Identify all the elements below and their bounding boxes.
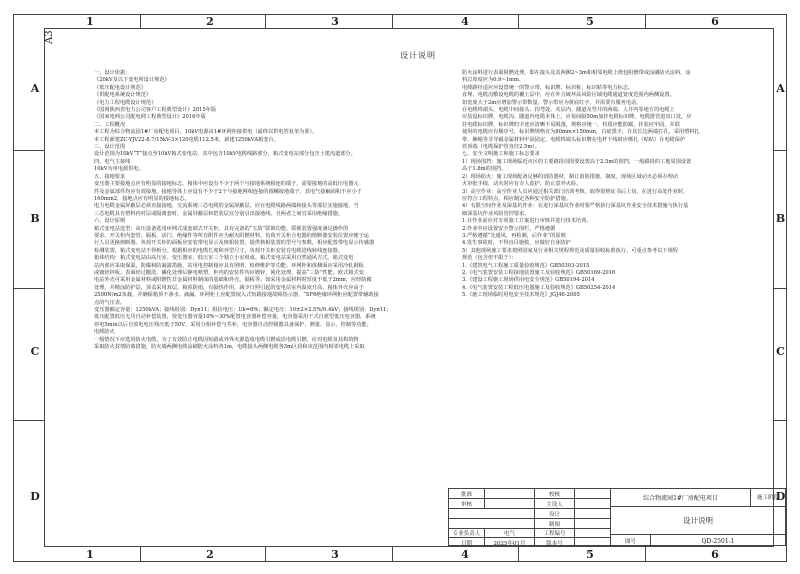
column-divider-bottom [392, 547, 393, 562]
note-line: 行人员更换熔断器。负荷开关柜的面板应安装带电显示及核相装置，提供核相装置的型号与参数，相应配置带电显示传感器 [94, 240, 375, 247]
note-line: 站内部应采取保温、防爆和防凝露措施。站用电控制箱应具有照明、检修维护等功能。环网柜和体侧面应采用冷轧钢板 [94, 262, 364, 269]
note-line: 1.在作业前应对专项施工方案进行审核并进行技术培训。 [462, 218, 592, 225]
note-line: 2.《电气装置安装工程接地装置施工及验收规范》GB50169-2016 [462, 269, 616, 276]
note-line: 处理，并精涂防护层，顶盖采用双层，箱顶防雨，有隔热作用，减少日照引起的变电站室内温度升高。箱体外壳应高于 [94, 284, 364, 291]
tb-approve-label: 批准 [449, 489, 485, 499]
note-line: 2）现场防火：施工现场配备足够的消防器材，制订消防措施，制度，现场区域动火必须办理动 [462, 173, 678, 180]
note-line: 规范（包含但不限于）： [462, 255, 517, 262]
row-label-right-c: C [776, 345, 785, 358]
note-line: 电力电缆金属屏蔽层必须直接接地，交流系统三芯电缆的金属屏蔽层，应在电缆线路两端和接头等部位实施接地。当 [94, 203, 359, 210]
note-line: 应符合工程特点，相应制定各种安全防护措施。 [462, 195, 571, 202]
row-label-right-d: D [775, 490, 786, 503]
column-divider-bottom [265, 547, 266, 562]
note-line: 1.《建筑电气工程施工质量验收规范》GB50303-2015 [462, 262, 590, 269]
design-notes-right-column [462, 70, 782, 300]
note-line: 2.作业中应设置安全警示围栏，严格遵循 [462, 225, 556, 232]
note-line: 设计范围为10kV“T”接点至10kV箱式变电站，其中包含10kV电缆线路部分，箱式变电站部分包含土建沟道部分。 [94, 151, 356, 158]
note-line: 《供配电系统设计规范》 [94, 92, 152, 99]
column-divider-top [265, 14, 266, 28]
note-line: 直埋、电缆沟敷设电缆的覆土层中，应在外力破坏高风险区域电缆通道宽度范围内两侧设置， [462, 92, 675, 99]
note-line: 4.发生事故时，不得盲目施救，应做好自身防护 [462, 240, 571, 247]
row-label-right-a: A [776, 82, 785, 95]
tb-date-value: 2025年01月 [485, 538, 535, 547]
tb-drawing-title: 设计说明 [611, 507, 785, 535]
tb-project-name: 综合物流园1#厂房配电项目 [611, 489, 751, 507]
note-line: 1）现场围挡：施工现场临近市区的主要路段周围要设置高于2.5m的围挡，一般路段的工地周围设置 [462, 158, 692, 165]
tb-discipline-lead-label: 专业负责人 [449, 529, 485, 538]
column-label-top-2: 2 [206, 15, 214, 28]
note-line: 如宽度大于2m应增加警示带数量。警示带应为黄底红字，并需要有服务电话。 [462, 99, 642, 106]
note-line: 要求。开关柜内套管、隔板、活门、绝缘件等所有附件应为耐火阻燃材料。负荷开关柜合电器的熔断器安装位置应便于运 [94, 232, 369, 239]
column-label-top-6: 6 [711, 15, 719, 28]
tb-design-value [575, 509, 611, 519]
note-line: 低压配置低压无功自动补偿装置，按变压器容量10%~30%配置电容器补偿容量，电容器采用干式自愈型低压电容器，系统 [94, 314, 376, 321]
note-line: 五、接地要求 [94, 173, 126, 180]
row-label-left-a: A [30, 82, 40, 95]
tb-design-label: 设计 [535, 509, 575, 519]
column-label-bottom-4: 4 [461, 548, 469, 561]
column-label-bottom-3: 3 [331, 548, 339, 561]
note-line: 电站外壳可采用金属材料或阻燃性非金属材料制成的基础和外壳，隔板等。如采用金属材料时厚度不低于2mm，应经防腐 [94, 277, 372, 284]
column-label-top-1: 1 [86, 15, 94, 28]
column-divider-bottom [645, 547, 646, 562]
note-line: 4）有限空间作业及深基坑作业：在进行深基坑作业时要严格执行深基坑作业安全技术措施与执行基 [462, 203, 689, 210]
tb-discipline-value: 电气 [485, 529, 535, 538]
note-line: 高于1.8m的围挡。 [462, 166, 507, 173]
row-label-left-c: C [30, 345, 40, 358]
note-line: 3.严格遵循“先通风，再检测，后作业”的原则 [462, 232, 566, 239]
note-line: 3）高空作业：高空作业人员应通过相关部门培训考核，取得资格证书后上岗，在进行高处作业时， [462, 188, 689, 195]
note-line: 挂电缆标识牌。标识牌的字迹应清晰不易脱落，规格应统一，材质应能防腐，挂装应牢固，并联 [462, 121, 680, 128]
note-line: 点的气压表。 [94, 299, 126, 306]
note-line: 《低压配电设计规范》 [94, 84, 146, 91]
tb-blank [449, 519, 535, 529]
tb-review-label: 审核 [449, 499, 485, 509]
note-line: 停电5min以后自放电电压残压低于50V，采用分相补偿与共补，电容器自动控制器具备保护、测量、显示、控制等功能。 [94, 321, 372, 328]
row-divider-left [13, 150, 44, 151]
tb-review-value [485, 499, 535, 509]
column-divider-bottom [518, 547, 519, 562]
note-line: 《20kV及以下变电所设计规范》 [94, 77, 170, 84]
tb-version-label: 版本号 [535, 538, 575, 547]
note-line: 160mm2，接地点应有明显的接地标志。 [94, 195, 190, 202]
note-line: 件及金属部件均应有效接地。接地导体上应设有不少于2个与接地网相连接的圆螺接地端子，其电气接触面积不应小于 [94, 188, 362, 195]
note-line: 六、设计原则 [94, 218, 126, 225]
note-line: 火审批手续，动火时应有专人监护，防止意外火险。 [462, 181, 582, 188]
sheet-size-label: A3 [44, 30, 55, 44]
column-label-top-4: 4 [461, 15, 469, 28]
tb-principal-value [575, 499, 611, 509]
row-label-right-b: B [775, 212, 786, 225]
note-line: 5.《施工现场临时用电安全技术规范》JGJ46-2005 [462, 292, 580, 299]
note-line: 二、工程概况 [94, 121, 126, 128]
note-line: 4.《电气装置安装工程低压电器施工及验收规范》GB50254-2014 [462, 284, 616, 291]
note-line: 《国家电网公司配电网工程典型设计》2016年版 [94, 114, 206, 121]
note-line: 防火涂料进行表面阻燃处理，即在接头及其两侧2~3m和相邻电缆上绕包阻燃带或涂刷防火涂料，涂 [462, 70, 691, 76]
tb-draw-label: 制图 [535, 519, 575, 529]
note-line: 应装设标识牌。电缆沟、隧道内电缆本体上，应每间隔50m加挂电缆标识牌。电缆排管进出口处，应 [462, 114, 692, 121]
tb-check-label: 校核 [535, 489, 575, 499]
note-line: 管顶端（电缆保护管直径2.5m）。 [462, 144, 541, 151]
tb-check-value [575, 489, 611, 499]
tb-drawing-no-label: 图号 [611, 535, 651, 547]
note-line: 箱式变电站选型：高压设备选用环网式成套端式开关柜，具有完备的“五防”联锁功能，联锁装置强度满足操作的 [94, 225, 349, 232]
note-line: 电缆路径适应应设置统一的警示带、标识牌、标识桩、标识贴等电力标志。 [462, 84, 634, 91]
tb-draw-value [575, 519, 611, 529]
note-line: 《国网陕西省电力公司客户工程典型设计》2015年版 [94, 107, 217, 114]
note-line: 带、捆绳等非导磁金属材料牢固固定。电缆终端头标识牌在电杆下线时应绑扎（贴贴）在电缆保护 [462, 136, 686, 143]
tb-blank [449, 509, 535, 519]
row-divider-right [774, 420, 787, 421]
note-line: 三、设计范围 [94, 144, 126, 151]
column-divider-top [140, 14, 141, 28]
tb-approve-value [485, 489, 535, 499]
note-line: 采取防火封堵防离措施，防火墙两侧电缆涂刷防火涂料各1m，电缆接头两侧电缆各3m区段和该范围内相邻电缆上采取 [94, 344, 365, 351]
page-title: 设计说明 [400, 51, 436, 60]
tb-stage-label: 施工阶段 [751, 489, 785, 507]
column-label-top-5: 5 [586, 15, 594, 28]
note-line: 或镀铝锌板。表面经过酸洗、磷化处理后静电喷塑，柜内的安装件均应镀锌、钝化处理，提高“三防”性能。欧式箱式变 [94, 269, 364, 276]
note-line: 在电缆终端头、电缆中间接头、拐弯处、夹层内、隧道及竖井的两端、人井内等地方的电缆上 [462, 107, 675, 114]
note-line: 七、安全文明施工和施工标志要求 [462, 151, 540, 158]
column-divider-bottom [140, 547, 141, 562]
column-label-bottom-2: 2 [206, 548, 214, 561]
column-label-bottom-1: 1 [86, 548, 94, 561]
column-label-top-3: 3 [331, 15, 339, 28]
note-line: 《电力工程电缆设计规范》 [94, 99, 157, 106]
tb-date-label: 日期 [449, 538, 485, 547]
column-label-bottom-5: 5 [586, 548, 594, 561]
title-block [448, 488, 786, 546]
note-line: 电缆防火 [94, 329, 115, 336]
note-line: 5）其他现场施工要求按照国家及行业相关规程规范及质量验收标准执行，可重点参考以下规程 [462, 247, 678, 254]
note-line: 料总厚度应为0.9~1mm。 [462, 77, 525, 84]
row-label-left-d: D [30, 490, 40, 503]
note-line: 检测装置，箱式变电站不得拆分。根据相应的电缆长度和外型尺寸，负荷开关柜安装有电缆进线转线连接器。 [94, 247, 344, 254]
tb-principal-label: 主设人 [535, 499, 575, 509]
note-line: 2500N/m2负载，并确保箱顶不渗水。滴漏。环网柜上应配置嵌入式短路接地故障指示器，“SF6绝缘环网柜应配置带辅助接 [94, 292, 379, 299]
note-line: 箱体结构：箱式变电站由高压室、变压器室、低压室三个独立小室组成。箱式变电站采用自然通风方式。箱式变电 [94, 255, 354, 262]
column-divider-top [392, 14, 393, 28]
note-line: 使用的电缆应有顺序号，标识牌规格宜为80mm×150mm，白底黑字，在其长边两端打孔，采用塑料扎 [462, 129, 700, 136]
note-line: 一、设计依据： [94, 70, 131, 76]
note-line: 变压器主要接地点应有明显的接地标志，箱体中应设有不少于两个与接地系统相连的端子，需要接地的高低压电器元 [94, 181, 359, 188]
note-line: 础深基坑作业风险管控要求。 [462, 210, 530, 217]
note-line: 本工程新建ZC-YJV22-8.7/15kV-3×120电缆112.5米，新建1250kVA箱变台。 [94, 136, 279, 143]
column-divider-top [645, 14, 646, 28]
design-notes-left-column [94, 70, 444, 351]
row-divider-left [13, 288, 44, 289]
note-line: 一般情况下应选用防火电缆，为了有效防止电缆因短路或外界火源造成电缆引燃或沿电缆引燃，应对电缆及其构筑物 [94, 336, 359, 343]
note-line: 四、电气主接线 [94, 158, 131, 165]
tb-project-no-label: 工程编号 [535, 529, 575, 538]
note-line: 三芯电缆具有塑料内衬层或隔离套时，金属屏蔽层和铠装层宜分别引出接地线，且两者之间宜采用绝缘措施。 [94, 210, 344, 217]
note-line: 3.《建设工程施工现场供用电安全规范》GB50194-2014 [462, 277, 595, 284]
tb-drawing-no: QD-2501-1 [701, 537, 735, 545]
note-line: 本工程为综合物流园1#厂房配电项目，10kV电源由1#环网柜接供电（最终以供电答复单为准）。 [94, 129, 318, 136]
note-line: 变压器额定容量：1250kVA；接线组别：Dyn11；阻抗电压：Uk=6%；额定电压：10±2×2.5%/0.4kV；接线组别：Dyn11； [94, 307, 392, 313]
column-label-bottom-6: 6 [711, 548, 719, 561]
column-divider-top [518, 14, 519, 28]
note-line: 10kV为单电源供电。 [94, 166, 144, 173]
tb-project-no-value [575, 529, 611, 538]
row-divider-left [13, 420, 44, 421]
row-label-left-b: B [30, 212, 40, 225]
tb-version-value [575, 538, 611, 547]
